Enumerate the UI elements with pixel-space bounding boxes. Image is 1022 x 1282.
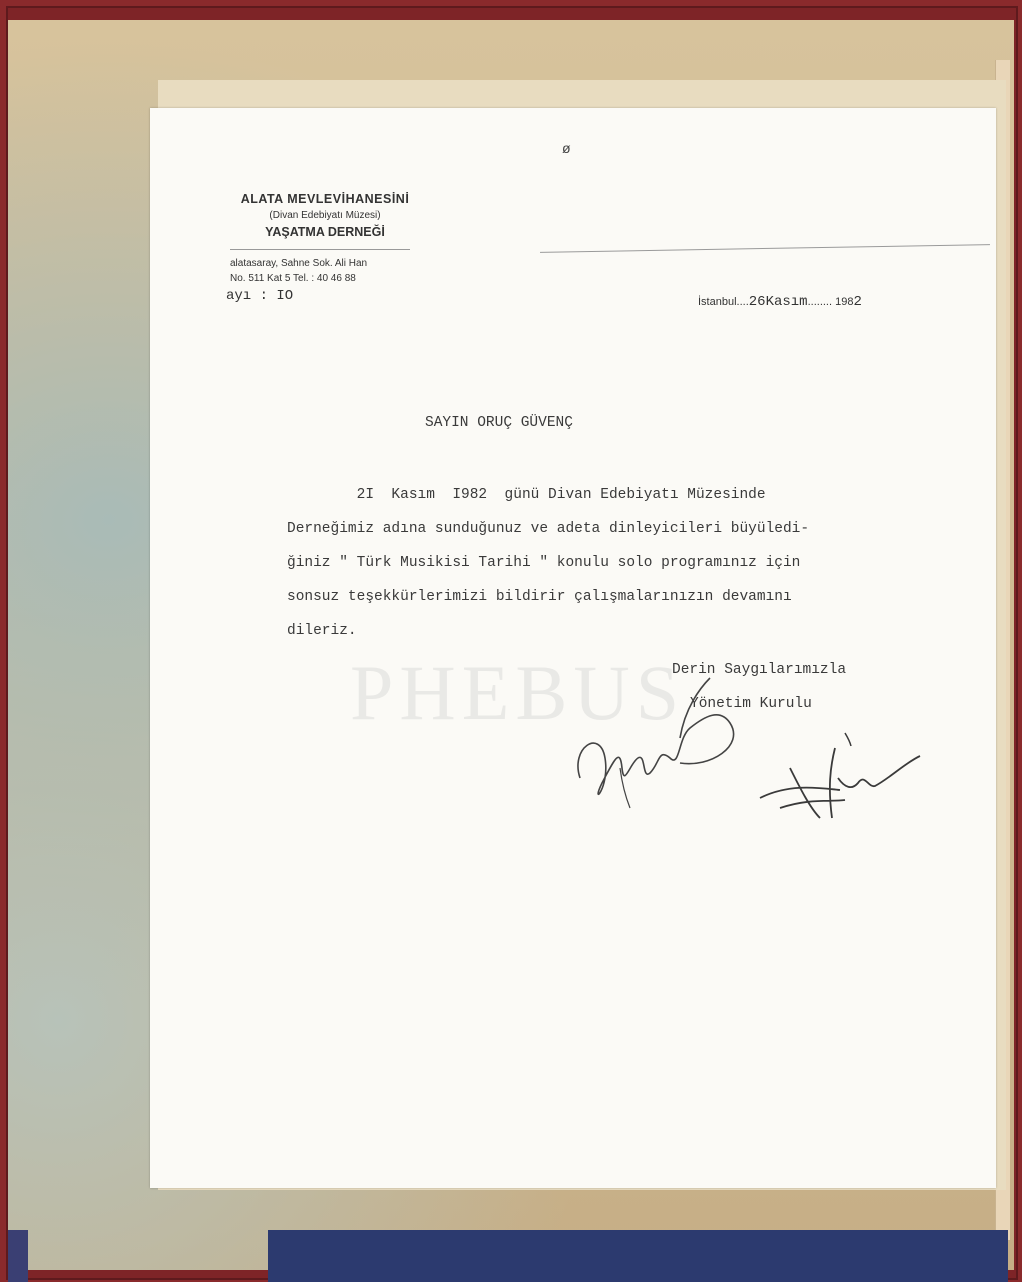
letterhead bbox=[230, 192, 420, 239]
letterhead-divider bbox=[230, 249, 410, 250]
date-day: 26 bbox=[748, 294, 766, 310]
signature-left bbox=[560, 668, 780, 828]
closing-line-1: Derin Saygılarımızla bbox=[672, 662, 847, 678]
date-month: Kasım bbox=[765, 294, 808, 310]
closing-line-2: Yönetim Kurulu bbox=[690, 696, 812, 712]
body-line: Derneğimiz adına sunduğunuz ve adeta dinleyicileri büyüledi- bbox=[287, 521, 810, 537]
letterhead-title: ALATA MEVLEVİHANESİNİ bbox=[240, 192, 410, 206]
letter-date bbox=[698, 294, 862, 310]
date-year-typed: 2 bbox=[853, 294, 862, 310]
letterhead-subtitle: (Divan Edebiyatı Müzesi) bbox=[269, 210, 381, 221]
watermark: PHEBUS bbox=[350, 649, 686, 736]
salutation: SAYIN ORUÇ GÜVENÇ bbox=[425, 415, 573, 431]
date-dots: ........ bbox=[807, 296, 833, 308]
letter-body bbox=[287, 478, 927, 648]
address-line-2: No. 511 Kat 5 Tel. : 40 46 88 bbox=[230, 273, 356, 284]
body-line: 2I Kasım I982 günü Divan Edebiyatı Müzesinde bbox=[287, 487, 766, 503]
letter-paper bbox=[150, 108, 996, 1188]
body-line: sonsuz teşekkürlerimizi bildirir çalışmalarınızın devamını bbox=[287, 589, 792, 605]
navy-band bbox=[268, 1230, 1008, 1282]
signature-right bbox=[750, 728, 950, 838]
body-line: dileriz. bbox=[287, 623, 357, 639]
body-line: ğiniz " Türk Musikisi Tarihi " konulu solo programınız için bbox=[287, 555, 801, 571]
address-line-1: alatasaray, Sahne Sok. Ali Han bbox=[230, 258, 368, 269]
reference-number: ayı : IO bbox=[226, 288, 294, 304]
navy-tab-left bbox=[8, 1230, 28, 1282]
letterhead-address bbox=[230, 256, 367, 286]
date-year-printed: 198 bbox=[835, 296, 854, 308]
mount-board bbox=[8, 20, 1014, 1270]
stray-mark: ø bbox=[562, 140, 571, 156]
letterhead-org: YAŞATMA DERNEĞİ bbox=[265, 225, 385, 239]
faint-pencil-line bbox=[540, 244, 990, 253]
binder-frame bbox=[6, 6, 1018, 1280]
date-prefix: İstanbul.... bbox=[698, 296, 749, 308]
